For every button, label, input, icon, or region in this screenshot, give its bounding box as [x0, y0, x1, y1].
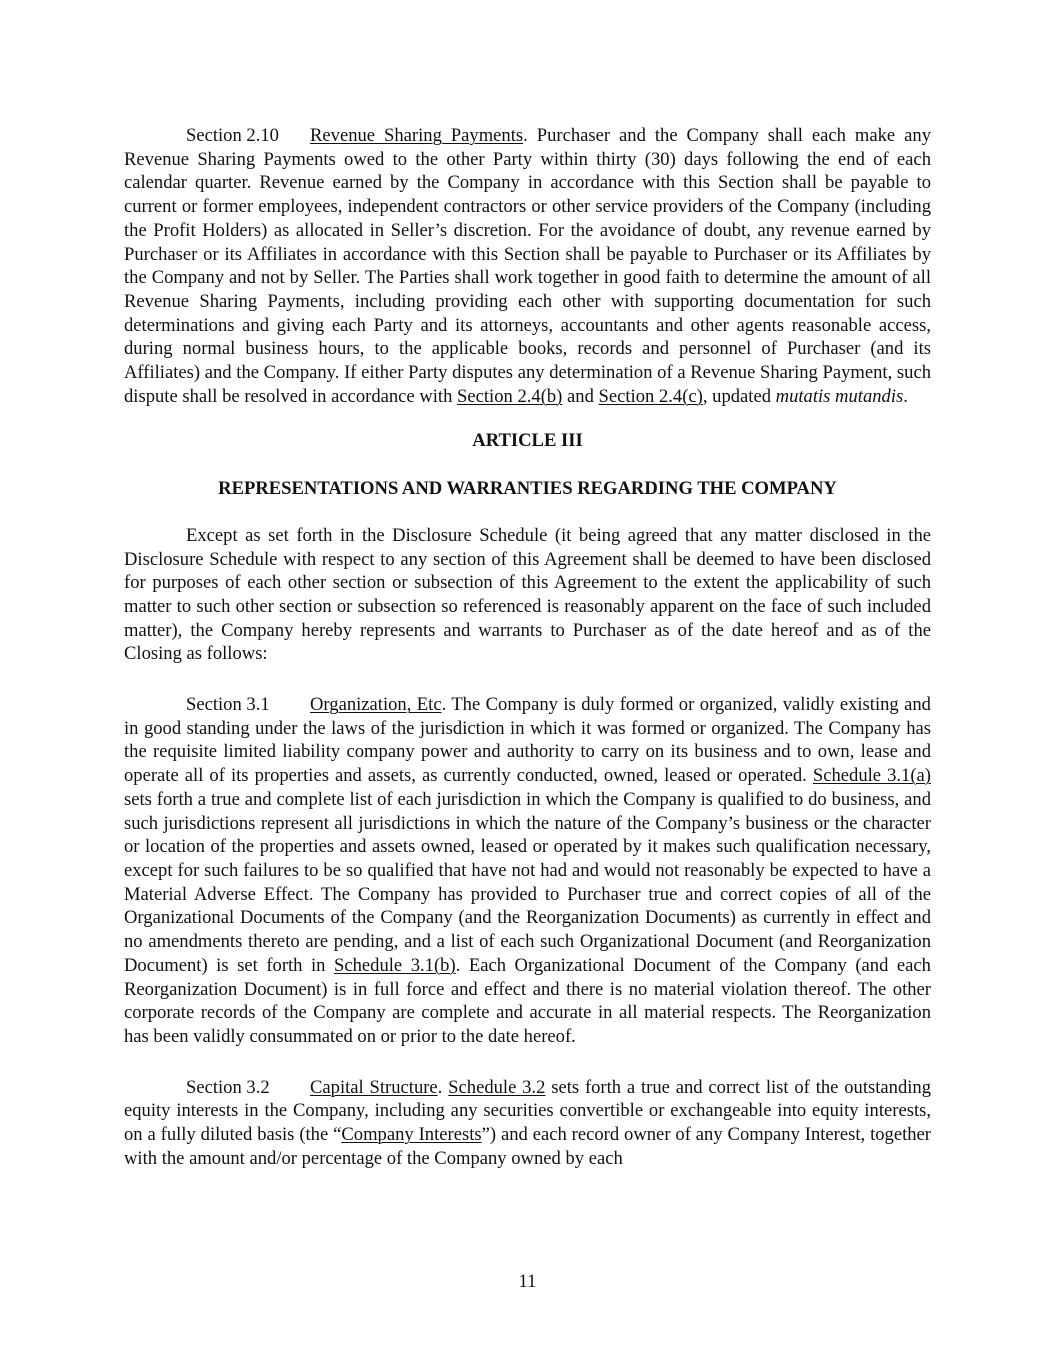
- section-text: .: [903, 385, 908, 407]
- section-title: Revenue Sharing Payments: [310, 125, 524, 146]
- section-text: sets forth a true and complete list of each jurisdiction in which the Company is qualified to do business, and such jurisdictions represent all jurisdictions in which the nature of the Company’s business or the character or location of the properties and assets owned, leased or operated by it makes such qualification necessary, except for such failures to be so qualified that have not had and would not reasonably be expected to have a Material Adverse Effect. The Company has provided to Purchaser true and correct copies of all of the Organizational Documents of the Company (and the Reorganization Documents) as currently in effect and no amendments thereto are pending, and a list of each such Organizational Document (and Reorganization Document) is set forth in: [124, 788, 931, 976]
- section-title: Organization, Etc: [310, 694, 442, 716]
- italic-phrase: mutatis mutandis: [775, 385, 904, 407]
- section-number: Section 3.1: [186, 694, 270, 716]
- section-text: ”) and each record owner of any Company Interest, together with the amount and/or percentage of the Company owned by each: [124, 1124, 931, 1169]
- section-text: . Each Organizational Document of the Company (and each Reorganization Document) is in full force and effect and there is no material violation thereof. The other corporate records of the Company are complete and accurate in all material respects. The Reorganization has been validly consummated on or prior to the date hereof.: [124, 954, 931, 1047]
- cross-reference: Schedule 3.1(a): [812, 765, 931, 787]
- cross-reference: Schedule 3.2: [448, 1076, 546, 1098]
- section-text: sets forth a true and correct list of the outstanding equity interests in the Company, including any securities convertible or exchangeable into equity interests, on a fully diluted basis (the “: [124, 1076, 932, 1146]
- section-text: , updated: [702, 385, 776, 407]
- section-2-10-paragraph: [124, 124, 931, 408]
- article-intro-paragraph: Except as set forth in the Disclosure Schedule (it being agreed that any matter disclosed in the Disclosure Schedule with respect to any section of this Agreement shall be deemed to have been disclosed for purposes of each other section or subsection of this Agreement to the extent the applicability of such matter to such other section or subsection so referenced is reasonably apparent on the face of such included matter), the Company hereby represents and warrants to Purchaser as of the date hereof and as of the Closing as follows:: [124, 524, 931, 665]
- cross-reference: Section 2.4(b): [457, 385, 563, 407]
- section-text: . Purchaser and the Company shall each make any Revenue Sharing Payments owed to the other Party within thirty (30) days following the end of each calendar quarter. Revenue earned by the Company in accordance with this Section shall be payable to current or former employees, independent contractors or other service providers of the Company (including the Profit Holders) as allocated in Seller’s discretion. For the avoidance of doubt, any revenue earned by Purchaser or its Affiliates in accordance with this Section shall be payable to Purchaser or its Affiliates by the Company and not by Seller. The Parties shall work together in good faith to determine the amount of all Revenue Sharing Payments, including providing each other with supporting documentation for such determinations and giving each Party and its attorneys, accountants and other agents reasonable access, during normal business hours, to the applicable books, records and personnel of Purchaser (and its Affiliates) and the Company. If either Party disputes any determination of a Revenue Sharing Payment, such dispute shall be resolved in accordance with: [124, 125, 931, 407]
- section-number: Section 2.10: [186, 125, 279, 146]
- page-number: 11: [518, 1271, 537, 1292]
- section-3-2-paragraph: [124, 1076, 931, 1171]
- defined-term: Company Interests: [341, 1124, 482, 1146]
- cross-reference: Section 2.4(c): [598, 385, 703, 407]
- section-text: and: [562, 385, 599, 407]
- article-title: REPRESENTATIONS AND WARRANTIES REGARDING THE COMPANY: [218, 478, 837, 500]
- section-title: Capital Structure: [310, 1076, 438, 1098]
- section-number: Section 3.2: [186, 1076, 270, 1098]
- page-body: [124, 124, 931, 1170]
- section-text: .: [437, 1076, 449, 1098]
- section-text: . The Company is duly formed or organized, validly existing and in good standing under the laws of the jurisdiction in which it was formed or organized. The Company has the requisite limited liability company power and authority to carry on its business and to own, lease and operate all of its properties and assets, as currently conducted, owned, leased or operated.: [124, 694, 931, 787]
- section-3-1-paragraph: [124, 693, 931, 1049]
- cross-reference: Schedule 3.1(b): [334, 954, 456, 976]
- article-number: ARTICLE III: [472, 430, 583, 452]
